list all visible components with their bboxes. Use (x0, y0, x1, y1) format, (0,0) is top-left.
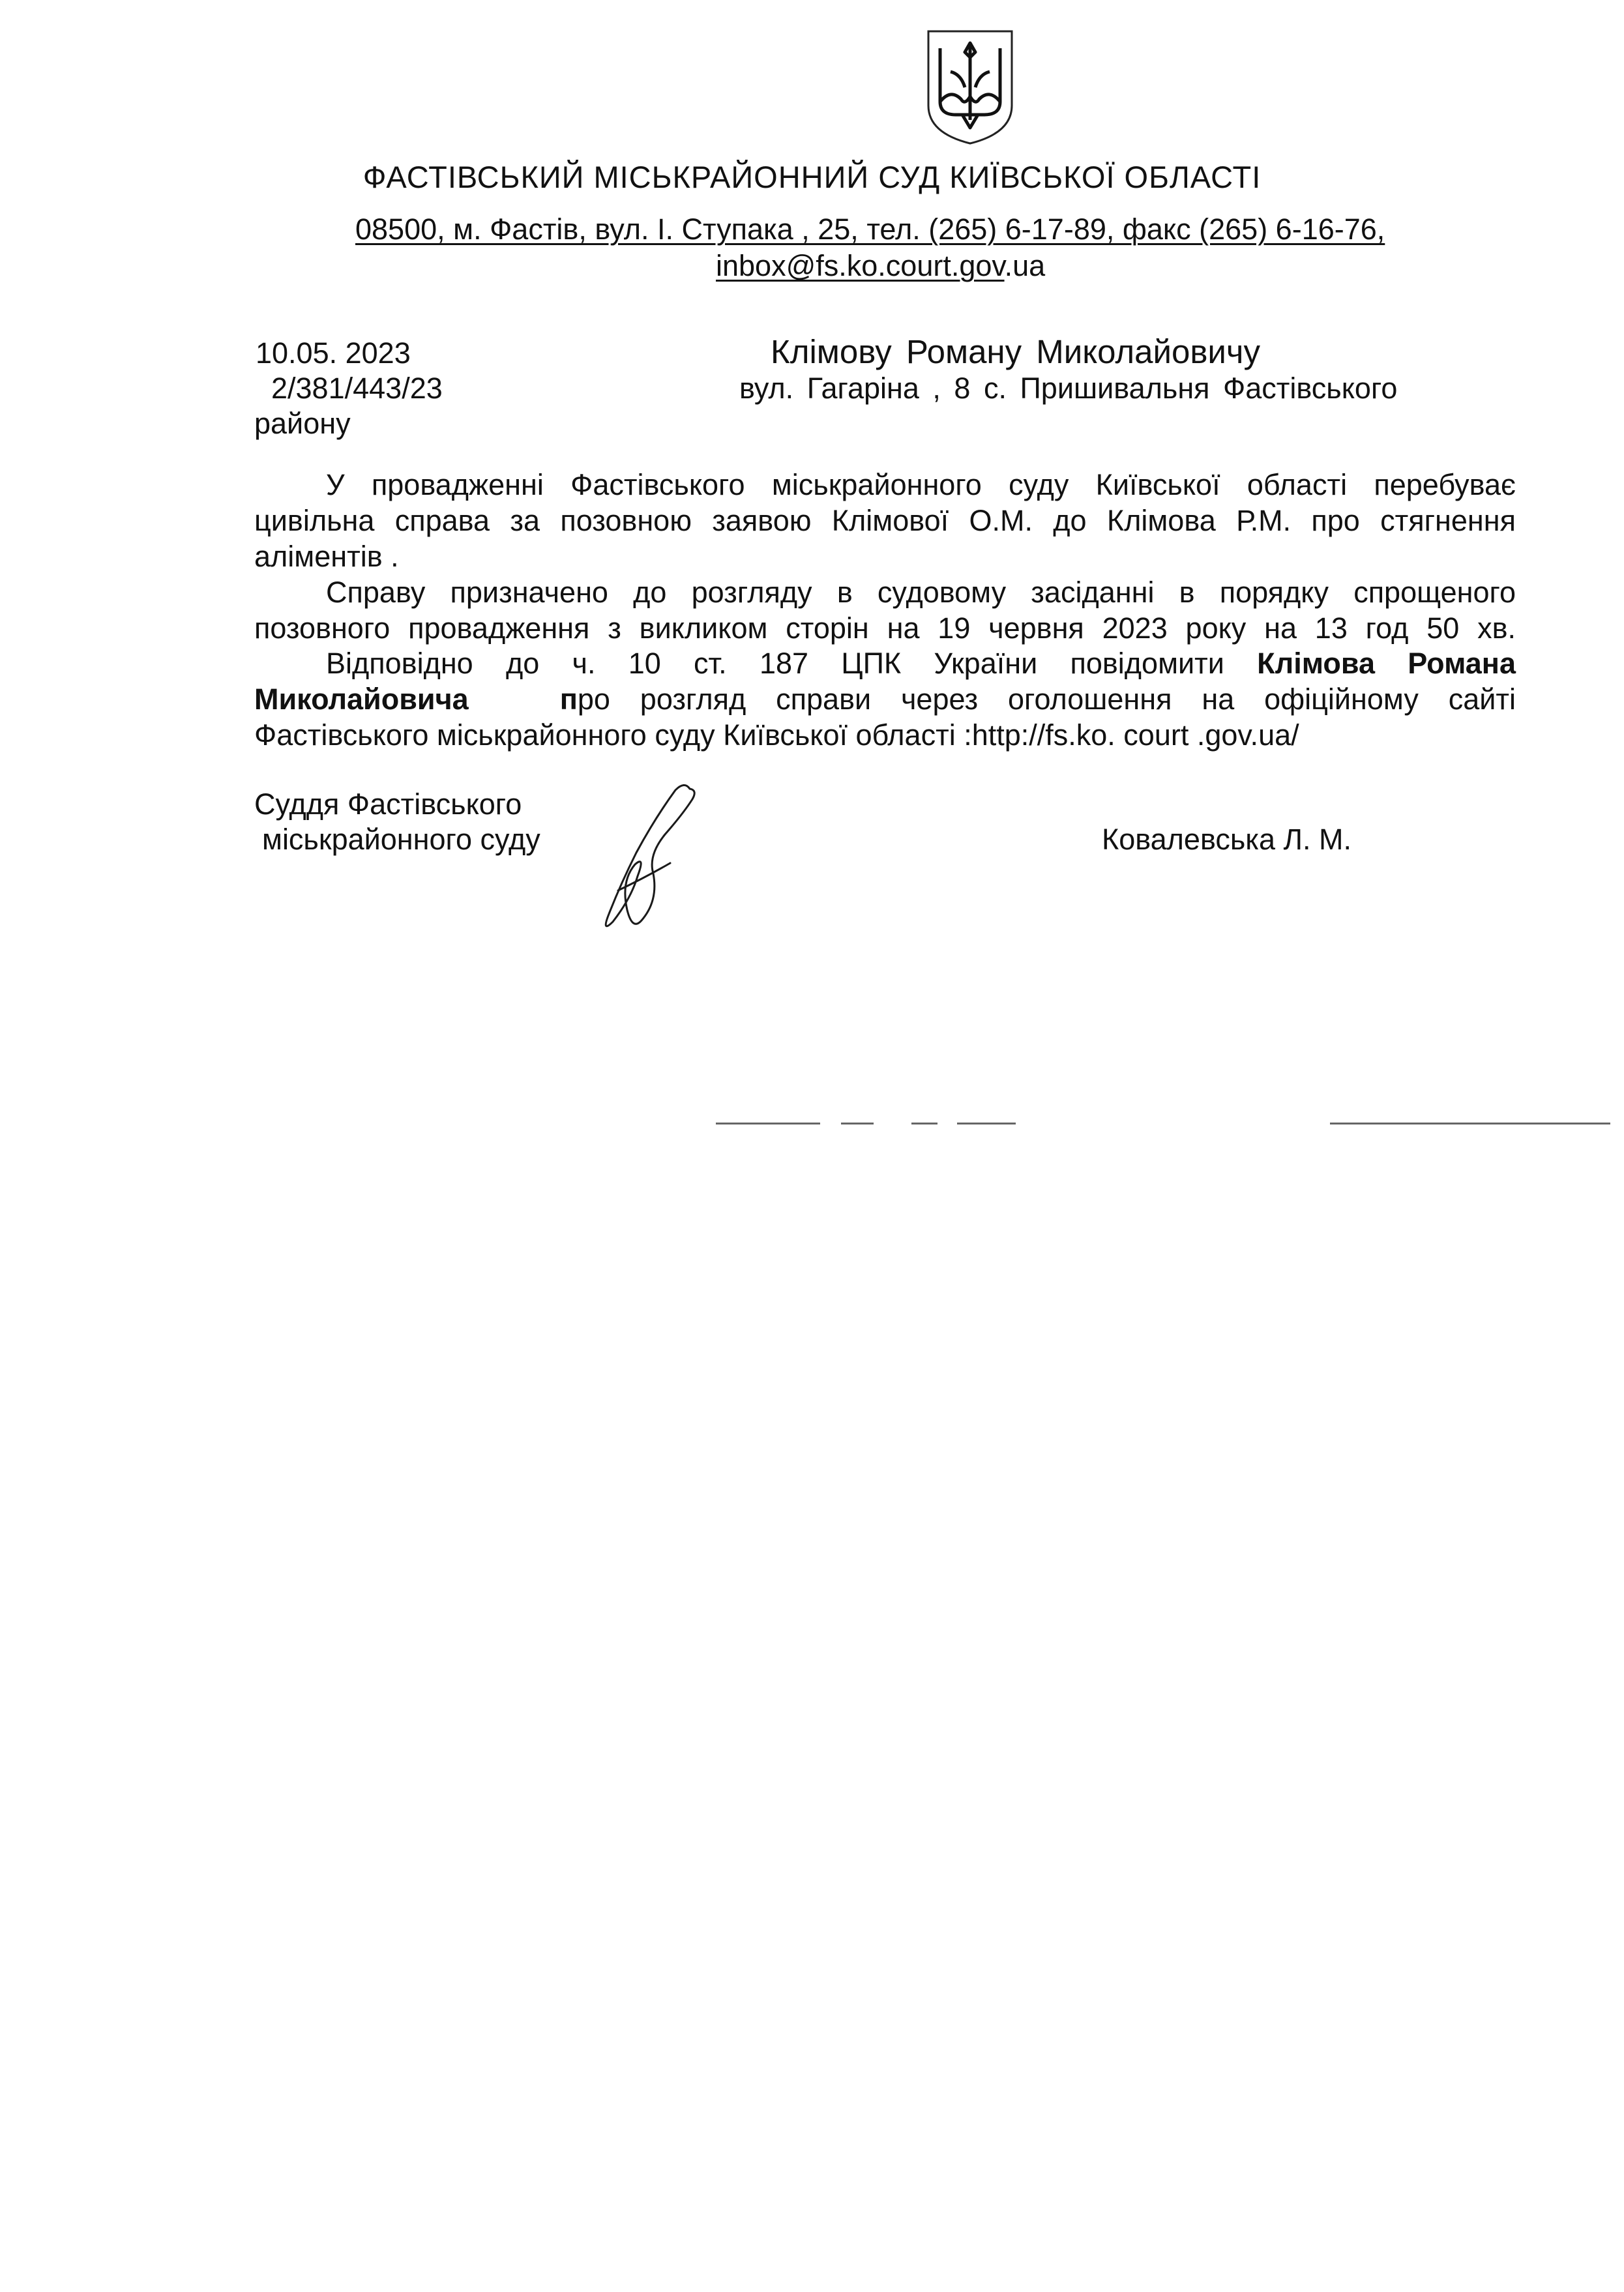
document-date: 10.05. 2023 (256, 336, 411, 370)
respondent-patronymic-bold: Миколайовича (254, 683, 469, 716)
scan-artifact-line (841, 1123, 874, 1124)
signature-icon (587, 780, 717, 936)
text-line: позовного провадження з викликом сторін на 19 червня 2023 року на 13 год 50 хв. (254, 611, 1516, 645)
text-fragment: Відповідно до ч. 10 ст. 187 ЦПК України повідомити (326, 647, 1224, 680)
text-fragment: ро розгляд справи через оголошення на офіційному сайті (577, 683, 1516, 716)
respondent-name-bold: Клімова Романа (1257, 647, 1516, 680)
judge-name: Ковалевська Л. М. (1102, 823, 1352, 856)
bold-letter: п (559, 683, 578, 716)
paragraph-notification (254, 645, 1516, 753)
court-address: 08500, м. Фастів, вул. І. Ступака , 25, тел. (265) 6-17-89, факс (265) 6-16-76, (355, 213, 1385, 246)
scan-artifact-line (911, 1123, 937, 1124)
registration-number: 2/381/443/23 (271, 372, 443, 405)
court-email-link[interactable]: inbox@fs.ko.court.gov (716, 249, 1005, 282)
coat-of-arms-icon (924, 29, 1016, 146)
text-line: У провадженні Фастівського міськрайонного суду Київської області перебуває (326, 468, 1516, 501)
paragraph-case-info (254, 467, 1516, 574)
recipient-name: Клімову Роману Миколайовичу (771, 333, 1260, 370)
text-line: Справу призначено до розгляду в судовому засіданні в порядку спрощеного (326, 576, 1516, 609)
text-line: цивільна справа за позовною заявою Клімової О.М. до Клімова Р.М. про стягнення (254, 504, 1516, 537)
court-email-suffix: .ua (1004, 249, 1046, 282)
text-line: Фастівського міськрайонного суду Київської області :http://fs.ko. court .gov.ua/ (254, 718, 1299, 752)
scan-artifact-line (1330, 1123, 1610, 1124)
text-line (254, 645, 1516, 681)
scan-artifact-line (957, 1123, 1016, 1124)
judge-title-line1: Суддя Фастівського (254, 787, 522, 821)
court-email[interactable] (716, 249, 1045, 283)
recipient-address: вул. Гагаріна , 8 с. Пришивальня Фастівського (739, 372, 1398, 405)
address-continuation: району (254, 407, 351, 440)
scan-artifact-line (716, 1123, 820, 1124)
judge-title-line2: міськрайонного суду (262, 823, 540, 856)
text-line (254, 681, 1516, 717)
court-name: ФАСТІВСЬКИЙ МІСЬКРАЙОННИЙ СУД КИЇВСЬКОЇ ОБЛАСТІ (362, 160, 1262, 194)
paragraph-hearing (254, 574, 1516, 646)
text-line: аліментів . (254, 540, 399, 573)
